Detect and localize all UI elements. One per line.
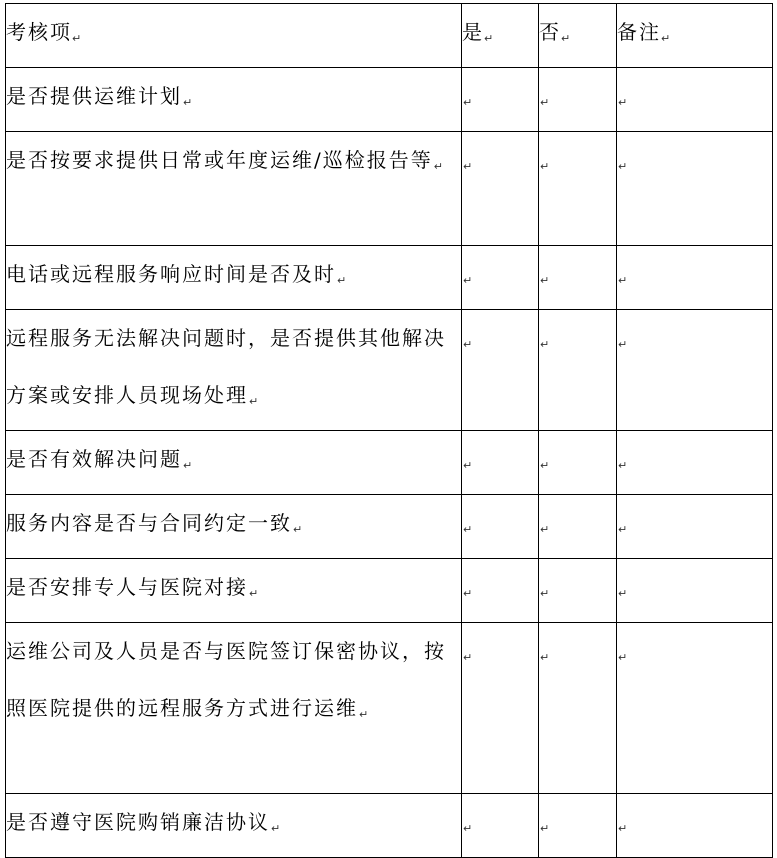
paragraph-mark-icon: ↵ xyxy=(618,822,628,835)
table-row xyxy=(6,310,773,431)
paragraph-mark-icon: ↵ xyxy=(463,587,473,600)
paragraph-mark-icon: ↵ xyxy=(463,338,473,351)
item-cell xyxy=(6,623,462,794)
yes-cell[interactable] xyxy=(462,431,539,495)
paragraph-mark-icon: ↵ xyxy=(561,32,571,45)
item-text: 是否有效解决问题 xyxy=(6,447,182,471)
item-cell xyxy=(6,794,462,858)
remark-cell[interactable] xyxy=(617,559,773,623)
header-remark-cell xyxy=(617,4,773,68)
item-text: 是否按要求提供日常或年度运维/巡检报告等 xyxy=(6,148,433,172)
no-cell[interactable] xyxy=(539,794,617,858)
item-text: 服务内容是否与合同约定一致 xyxy=(6,511,292,535)
yes-cell[interactable] xyxy=(462,310,539,431)
remark-cell[interactable] xyxy=(617,68,773,132)
no-cell[interactable] xyxy=(539,623,617,794)
paragraph-mark-icon: ↵ xyxy=(293,523,303,536)
item-text: 是否提供运维计划 xyxy=(6,84,182,108)
item-text: 是否遵守医院购销廉洁协议 xyxy=(6,810,270,834)
paragraph-mark-icon: ↵ xyxy=(359,708,369,721)
header-remark-label: 备注 xyxy=(617,20,661,44)
paragraph-mark-icon: ↵ xyxy=(540,459,550,472)
paragraph-mark-icon: ↵ xyxy=(463,822,473,835)
no-cell[interactable] xyxy=(539,559,617,623)
paragraph-mark-icon: ↵ xyxy=(249,587,259,600)
item-cell xyxy=(6,495,462,559)
item-cell xyxy=(6,310,462,431)
header-yes-label: 是 xyxy=(462,20,484,44)
remark-cell[interactable] xyxy=(617,132,773,246)
header-no-label: 否 xyxy=(539,20,561,44)
table-row xyxy=(6,68,773,132)
header-row xyxy=(6,4,773,68)
yes-cell[interactable] xyxy=(462,68,539,132)
no-cell[interactable] xyxy=(539,68,617,132)
yes-cell[interactable] xyxy=(462,794,539,858)
paragraph-mark-icon: ↵ xyxy=(463,160,473,173)
remark-cell[interactable] xyxy=(617,246,773,310)
paragraph-mark-icon: ↵ xyxy=(618,338,628,351)
paragraph-mark-icon: ↵ xyxy=(618,96,628,109)
paragraph-mark-icon: ↵ xyxy=(540,274,550,287)
paragraph-mark-icon: ↵ xyxy=(618,160,628,173)
paragraph-mark-icon: ↵ xyxy=(540,587,550,600)
item-cell xyxy=(6,132,462,246)
paragraph-mark-icon: ↵ xyxy=(337,274,347,287)
paragraph-mark-icon: ↵ xyxy=(540,822,550,835)
remark-cell[interactable] xyxy=(617,310,773,431)
assessment-table xyxy=(5,3,773,858)
remark-cell[interactable] xyxy=(617,431,773,495)
header-no-cell xyxy=(539,4,617,68)
paragraph-mark-icon: ↵ xyxy=(249,395,259,408)
table-row xyxy=(6,132,773,246)
header-item-cell xyxy=(6,4,462,68)
yes-cell[interactable] xyxy=(462,495,539,559)
remark-cell[interactable] xyxy=(617,794,773,858)
table-row xyxy=(6,495,773,559)
table-row xyxy=(6,246,773,310)
no-cell[interactable] xyxy=(539,246,617,310)
item-cell xyxy=(6,559,462,623)
yes-cell[interactable] xyxy=(462,132,539,246)
paragraph-mark-icon: ↵ xyxy=(618,587,628,600)
paragraph-mark-icon: ↵ xyxy=(463,459,473,472)
item-text: 远程服务无法解决问题时，是否提供其他解决方案或安排人员现场处理 xyxy=(6,326,446,407)
paragraph-mark-icon: ↵ xyxy=(661,32,671,45)
yes-cell[interactable] xyxy=(462,246,539,310)
no-cell[interactable] xyxy=(539,495,617,559)
item-text: 运维公司及人员是否与医院签订保密协议，按照医院提供的远程服务方式进行运维 xyxy=(6,639,446,720)
table-row xyxy=(6,559,773,623)
paragraph-mark-icon: ↵ xyxy=(463,651,473,664)
paragraph-mark-icon: ↵ xyxy=(463,274,473,287)
item-text: 电话或远程服务响应时间是否及时 xyxy=(6,262,336,286)
paragraph-mark-icon: ↵ xyxy=(271,822,281,835)
header-item-label: 考核项 xyxy=(6,20,72,44)
paragraph-mark-icon: ↵ xyxy=(463,96,473,109)
paragraph-mark-icon: ↵ xyxy=(463,523,473,536)
item-cell xyxy=(6,246,462,310)
paragraph-mark-icon: ↵ xyxy=(618,459,628,472)
paragraph-mark-icon: ↵ xyxy=(540,651,550,664)
paragraph-mark-icon: ↵ xyxy=(183,96,193,109)
item-cell xyxy=(6,68,462,132)
table-row xyxy=(6,794,773,858)
no-cell[interactable] xyxy=(539,310,617,431)
table-row xyxy=(6,623,773,794)
item-cell xyxy=(6,431,462,495)
remark-cell[interactable] xyxy=(617,495,773,559)
paragraph-mark-icon: ↵ xyxy=(618,523,628,536)
yes-cell[interactable] xyxy=(462,559,539,623)
paragraph-mark-icon: ↵ xyxy=(72,32,82,45)
item-text: 是否安排专人与医院对接 xyxy=(6,575,248,599)
no-cell[interactable] xyxy=(539,431,617,495)
yes-cell[interactable] xyxy=(462,623,539,794)
paragraph-mark-icon: ↵ xyxy=(540,96,550,109)
paragraph-mark-icon: ↵ xyxy=(540,523,550,536)
table-row xyxy=(6,431,773,495)
paragraph-mark-icon: ↵ xyxy=(183,459,193,472)
paragraph-mark-icon: ↵ xyxy=(540,160,550,173)
paragraph-mark-icon: ↵ xyxy=(540,338,550,351)
paragraph-mark-icon: ↵ xyxy=(433,160,443,173)
remark-cell[interactable] xyxy=(617,623,773,794)
paragraph-mark-icon: ↵ xyxy=(618,274,628,287)
paragraph-mark-icon: ↵ xyxy=(618,651,628,664)
paragraph-mark-icon: ↵ xyxy=(484,32,494,45)
no-cell[interactable] xyxy=(539,132,617,246)
header-yes-cell xyxy=(462,4,539,68)
